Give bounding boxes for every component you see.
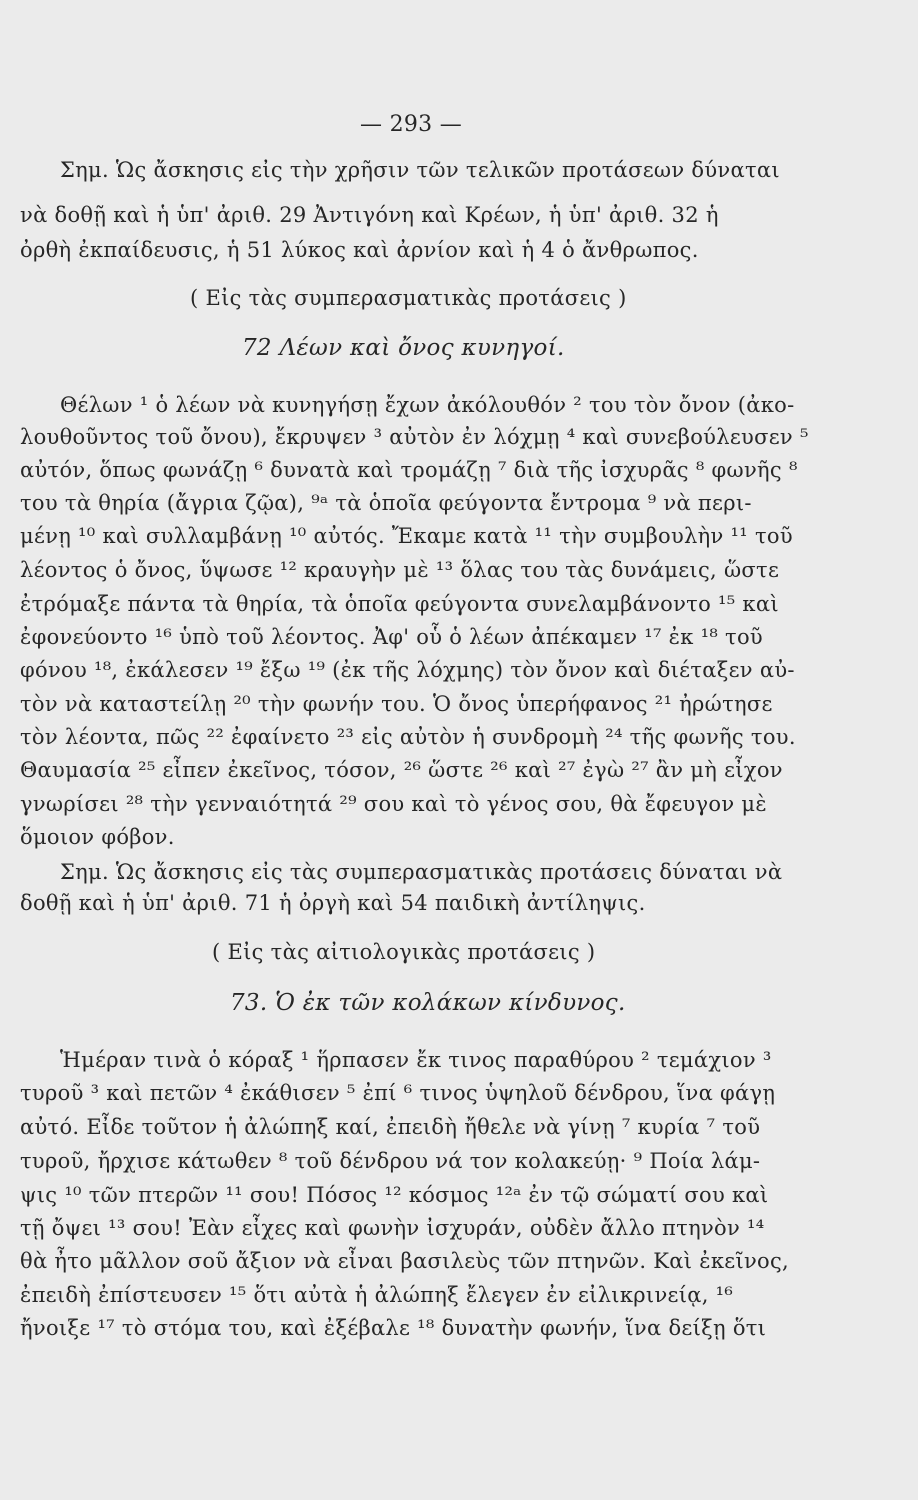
- text-line: φόνου ¹⁸, ἐκάλεσεν ¹⁹ ἔξω ¹⁹ (ἐκ τῆς λόχμης) τὸν ὄνον καὶ διέταξεν αὐ-: [20, 658, 795, 682]
- text-line: αὐτόν, ὅπως φωνάζῃ ⁶ δυνατὰ καὶ τρομάζῃ ⁷ διὰ τῆς ἰσχυρᾶς ⁸ φωνῆς ⁸: [20, 458, 798, 482]
- text-line: Θαυμασία ²⁵ εἶπεν ἐκεῖνος, τόσον, ²⁶ ὥστε ²⁶ καὶ ²⁷ ἐγὼ ²⁷ ἂν μὴ εἶχον: [20, 758, 783, 782]
- note-line: δοθῇ καὶ ἡ ὑπ' ἀριθ. 71 ἡ ὀργὴ καὶ 54 παιδικὴ ἀντίληψις.: [20, 891, 646, 915]
- text-line: τὸν νὰ καταστείλῃ ²⁰ τὴν φωνήν του. Ὁ ὄνος ὑπερήφανος ²¹ ἠρώτησε: [20, 692, 773, 716]
- text-line: θὰ ἦτο μᾶλλον σοῦ ἄξιον νὰ εἶναι βασιλεὺς τῶν πτηνῶν. Καὶ ἐκεῖνος,: [20, 1249, 790, 1273]
- text-line: τυροῦ ³ καὶ πετῶν ⁴ ἐκάθισεν ⁵ ἐπί ⁶ τινος ὑψηλοῦ δένδρου, ἵνα φάγῃ: [20, 1081, 776, 1105]
- text-line: Θέλων ¹ ὁ λέων νὰ κυνηγήσῃ ἔχων ἀκόλουθόν ² του τὸν ὄνον (ἀκο-: [60, 393, 795, 417]
- text-line: γνωρίσει ²⁸ τὴν γενναιότητά ²⁹ σου καὶ τὸ γένος σου, θὰ ἔφευγον μὲ: [20, 792, 767, 816]
- story-title: 73. Ὁ ἐκ τῶν κολάκων κίνδυνος.: [230, 990, 626, 1016]
- text-line: ὅμοιον φόβον.: [20, 825, 175, 849]
- section-heading: ( Εἰς τὰς συμπερασματικὰς προτάσεις ): [190, 286, 627, 310]
- text-line: αὐτό. Εἶδε τοῦτον ἡ ἀλώπηξ καί, ἐπειδὴ ἤθελε νὰ γίνῃ ⁷ κυρία ⁷ τοῦ: [20, 1115, 761, 1139]
- text-line: του τὰ θηρία (ἄγρια ζῷα), ⁹ᵃ τὰ ὁποῖα φεύγοντα ἔντρομα ⁹ νὰ περι-: [20, 491, 752, 515]
- text-line: τυροῦ, ἤρχισε κάτωθεν ⁸ τοῦ δένδρου νά τον κολακεύῃ· ⁹ Ποία λάμ-: [20, 1149, 761, 1173]
- text-line: ἤνοιξε ¹⁷ τὸ στόμα του, καὶ ἐξέβαλε ¹⁸ δυνατὴν φωνήν, ἵνα δείξῃ ὅτι: [20, 1316, 767, 1340]
- text-line: ἐπειδὴ ἐπίστευσεν ¹⁵ ὅτι αὐτὰ ἡ ἀλώπηξ ἔλεγεν ἐν εἰλικρινείᾳ, ¹⁶: [20, 1283, 734, 1307]
- text-line: ψις ¹⁰ τῶν πτερῶν ¹¹ σου! Πόσος ¹² κόσμος ¹²ᵃ ἐν τῷ σώματί σου καὶ: [20, 1183, 769, 1207]
- text-line: ἐφονεύοντο ¹⁶ ὑπὸ τοῦ λέοντος. Ἀφ' οὗ ὁ λέων ἀπέκαμεν ¹⁷ ἐκ ¹⁸ τοῦ: [20, 625, 763, 649]
- note-line: νὰ δοθῇ καὶ ἡ ὑπ' ἀριθ. 29 Ἀντιγόνη καὶ Κρέων, ἡ ὑπ' ἀριθ. 32 ἡ: [20, 203, 719, 227]
- section-heading: ( Εἰς τὰς αἰτιολογικὰς προτάσεις ): [212, 940, 596, 964]
- note-line: Σημ. Ὡς ἄσκησις εἰς τὰς συμπερασματικὰς προτάσεις δύναται νὰ: [60, 860, 783, 884]
- text-line: τῇ ὄψει ¹³ σου! Ἐὰν εἶχες καὶ φωνὴν ἰσχυράν, οὐδὲν ἄλλο πτηνὸν ¹⁴: [20, 1216, 765, 1240]
- text-line: ἐτρόμαξε πάντα τὰ θηρία, τὰ ὁποῖα φεύγοντα συνελαμβάνοντο ¹⁵ καὶ: [20, 592, 779, 616]
- story-title: 72 Λέων καὶ ὄνος κυνηγοί.: [242, 335, 565, 361]
- text-line: Ἡμέραν τινὰ ὁ κόραξ ¹ ἥρπασεν ἔκ τινος παραθύρου ² τεμάχιον ³: [60, 1048, 772, 1072]
- text-line: λέοντος ὁ ὄνος, ὕψωσε ¹² κραυγὴν μὲ ¹³ ὅλας του τὰς δυνάμεις, ὥστε: [20, 558, 780, 582]
- text-line: τὸν λέοντα, πῶς ²² ἐφαίνετο ²³ εἰς αὐτὸν ἡ συνδρομὴ ²⁴ τῆς φωνῆς του.: [20, 725, 796, 749]
- text-line: λουθοῦντος τοῦ ὄνου), ἔκρυψεν ³ αὐτὸν ἐν λόχμῃ ⁴ καὶ συνεβούλευσεν ⁵: [20, 425, 809, 449]
- text-line: μένῃ ¹⁰ καὶ συλλαμβάνῃ ¹⁰ αὐτός. Ἔκαμε κατὰ ¹¹ τὴν συμβουλὴν ¹¹ τοῦ: [20, 524, 793, 548]
- note-line: Σημ. Ὡς ἄσκησις εἰς τὴν χρῆσιν τῶν τελικῶν προτάσεων δύναται: [60, 158, 780, 182]
- note-line: ὀρθὴ ἐκπαίδευσις, ἡ 51 λύκος καὶ ἀρνίον καὶ ἡ 4 ὁ ἄνθρωπος.: [20, 238, 699, 262]
- page-number: — 293 —: [360, 112, 463, 137]
